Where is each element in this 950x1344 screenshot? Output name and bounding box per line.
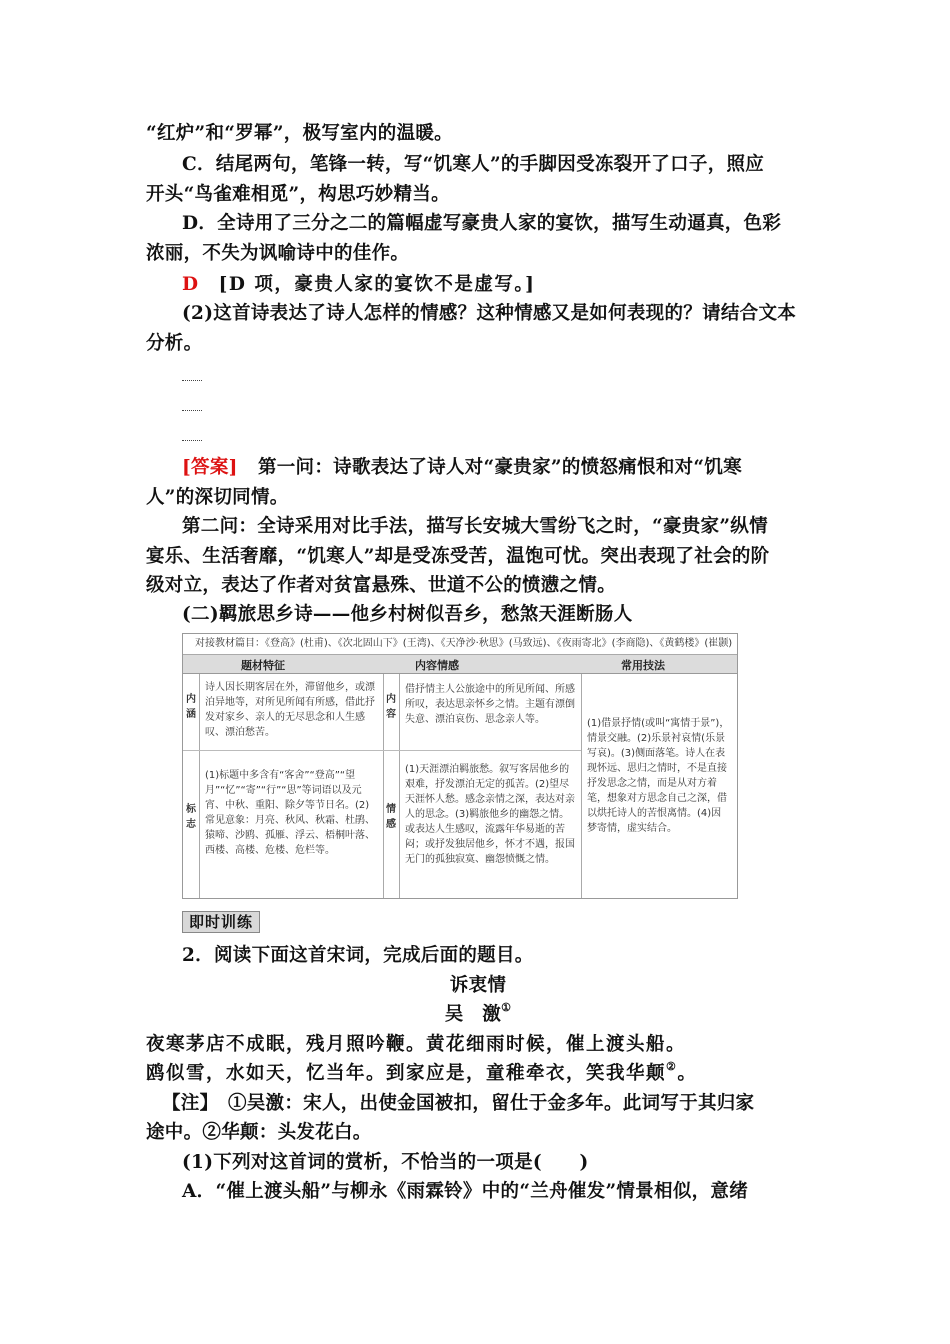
table-caption: 对接教材篇目：《登高》(杜甫)、《次北固山下》(王湾)、《天净沙·秋思》(马致远)、《夜雨寄北》(李商隐)、《黄鹤楼》(崔颢) [183,634,737,655]
cell-content-main: 借抒情主人公旅途中的所见所闻、所感所叹，表达思亲怀乡之情。主题有漂倒失意、漂泊哀伤、思念亲人等。 [405,684,575,725]
divider [199,674,200,898]
footnote-mark: ② [666,1060,678,1073]
poem-title: 诉衷情 [449,975,507,996]
text-line: 级对立，表达了作者对贫富悬殊、世道不公的愤懑之情。 [146,575,617,596]
answer-blank [182,410,202,412]
divider [183,750,581,751]
text-line: 第二问：全诗采用对比手法，描写长安城大雪纷飞之时，“豪贵家”纵情 [182,516,768,537]
answer-para [182,454,810,482]
answer-letter: D [182,274,199,295]
section-heading: (二)羁旅思乡诗——他乡村树似吾乡，愁煞天涯断肠人 [182,604,633,625]
practice-question: 2．阅读下面这首宋词，完成后面的题目。 [182,945,534,966]
option-c-line: C．结尾两句，笔锋一转，写“饥寒人”的手脚因受冻裂开了口子，照应 [182,154,765,175]
answer-line [182,271,810,299]
footnote-mark: ① [501,1001,512,1014]
note-line: 【注】 ①吴激：宋人，出使金国被扣，留仕于金多年。此词写于其归家 [162,1093,755,1114]
practice-badge: 即时训练 [182,911,260,933]
cell-content-emotion: (1)天涯漂泊羁旅愁。叙写客居他乡的艰难，抒发漂泊无定的孤苦。(2)望尽天涯怀人愁。感念亲情之深，表达对亲人的思念。(3)羁旅他乡的幽怨之情。或表达人生感叹，流露年华易逝的苦闷；或抒发独居他乡，怀才不遇，报国无门的孤独寂寞、幽怨愤慨之情。 [405,764,575,865]
row-label-content: 内容 [386,694,396,720]
header-topic: 题材特征 [241,659,285,672]
answer-text: 第一问：诗歌表达了诗人对“豪贵家”的愤怒痛恨和对“饥寒 [257,457,742,478]
text-line: “红炉”和“罗幂”，极写室内的温暖。 [146,123,453,144]
cell-techniques: (1)借景抒情(或叫“寓情于景”)，情景交融。(2)乐景衬哀情(乐景写哀)。(3)侧面落笔。诗人在表现怀远、思归之情时，不是直接抒发思念之情，而是从对方着笔，想象对方思念自己之深，借以烘托诗人的苦恨离情。(4)因梦寄情，虚实结合。 [587,718,730,834]
answer-note: [D 项，豪贵人家的宴饮不是虚写。] [218,274,536,295]
text-line: 人”的深切同情。 [146,487,289,508]
poem-text: 鸥似雪，水如天，忆当年。到家应是，童稚牵衣，笑我华颠 [146,1063,667,1084]
text-line: 宴乐、生活奢靡，“饥寒人”却是受冻受苦，温饱可忧。突出表现了社会的阶 [146,546,770,567]
answer-blank [182,380,202,382]
divider [399,674,400,898]
text-line: 浓丽，不失为讽喻诗中的佳作。 [146,243,410,264]
cell-topic-connotation: 诗人因长期客居在外，滞留他乡，或漂泊异地等，对所见所闻有所感，借此抒发对家乡、亲人的无尽思念和人生感叹、漂泊愁苦。 [205,682,375,738]
question-2-line: (2)这首诗表达了诗人怎样的情感？这种情感又是如何表现的？请结合文本 [182,303,797,324]
header-content: 内容情感 [415,659,459,672]
answer-tag: [答案] [182,457,238,478]
poem-line-2 [146,1060,810,1088]
text-line: 分析。 [146,333,203,354]
poem-punct: 。 [677,1063,698,1084]
topic-table [182,633,738,899]
row-label-emotion: 情感 [386,804,396,830]
row-label-sign: 标志 [186,804,196,830]
header-technique: 常用技法 [621,659,665,672]
note-line: 途中。②华颠：头发花白。 [146,1122,372,1143]
row-label-connotation: 内涵 [186,694,196,720]
cell-topic-signs: (1)标题中多含有“客舍”“登高”“望月”“忆”“寄”“行”“思”等词语以及元宵、中秋、重阳、除夕等节日名。(2)常见意象：月亮、秋风、秋霜、杜鹃、猿啼、沙鸥、孤雁、浮云、梧桐叶落、西楼、高楼、危楼、危栏等。 [205,770,375,856]
author-name: 吴 激 [444,1004,502,1025]
sub-question: (1)下列对这首词的赏析，不恰当的一项是( ) [182,1152,589,1173]
poem-line-1: 夜寒茅店不成眠，残月照吟鞭。黄花细雨时候，催上渡头船。 [146,1034,687,1055]
answer-blank [182,440,202,442]
poem-author [146,1001,810,1029]
option-a-line: A．“催上渡头船”与柳永《雨霖铃》中的“兰舟催发”情景相似，意绪 [182,1181,749,1202]
divider [581,674,582,898]
option-d-line: D．全诗用了三分之二的篇幅虚写豪贵人家的宴饮，描写生动逼真，色彩 [182,213,782,234]
text-line: 开头“鸟雀难相觅”，构思巧妙精当。 [146,184,450,205]
table-header [183,655,737,674]
